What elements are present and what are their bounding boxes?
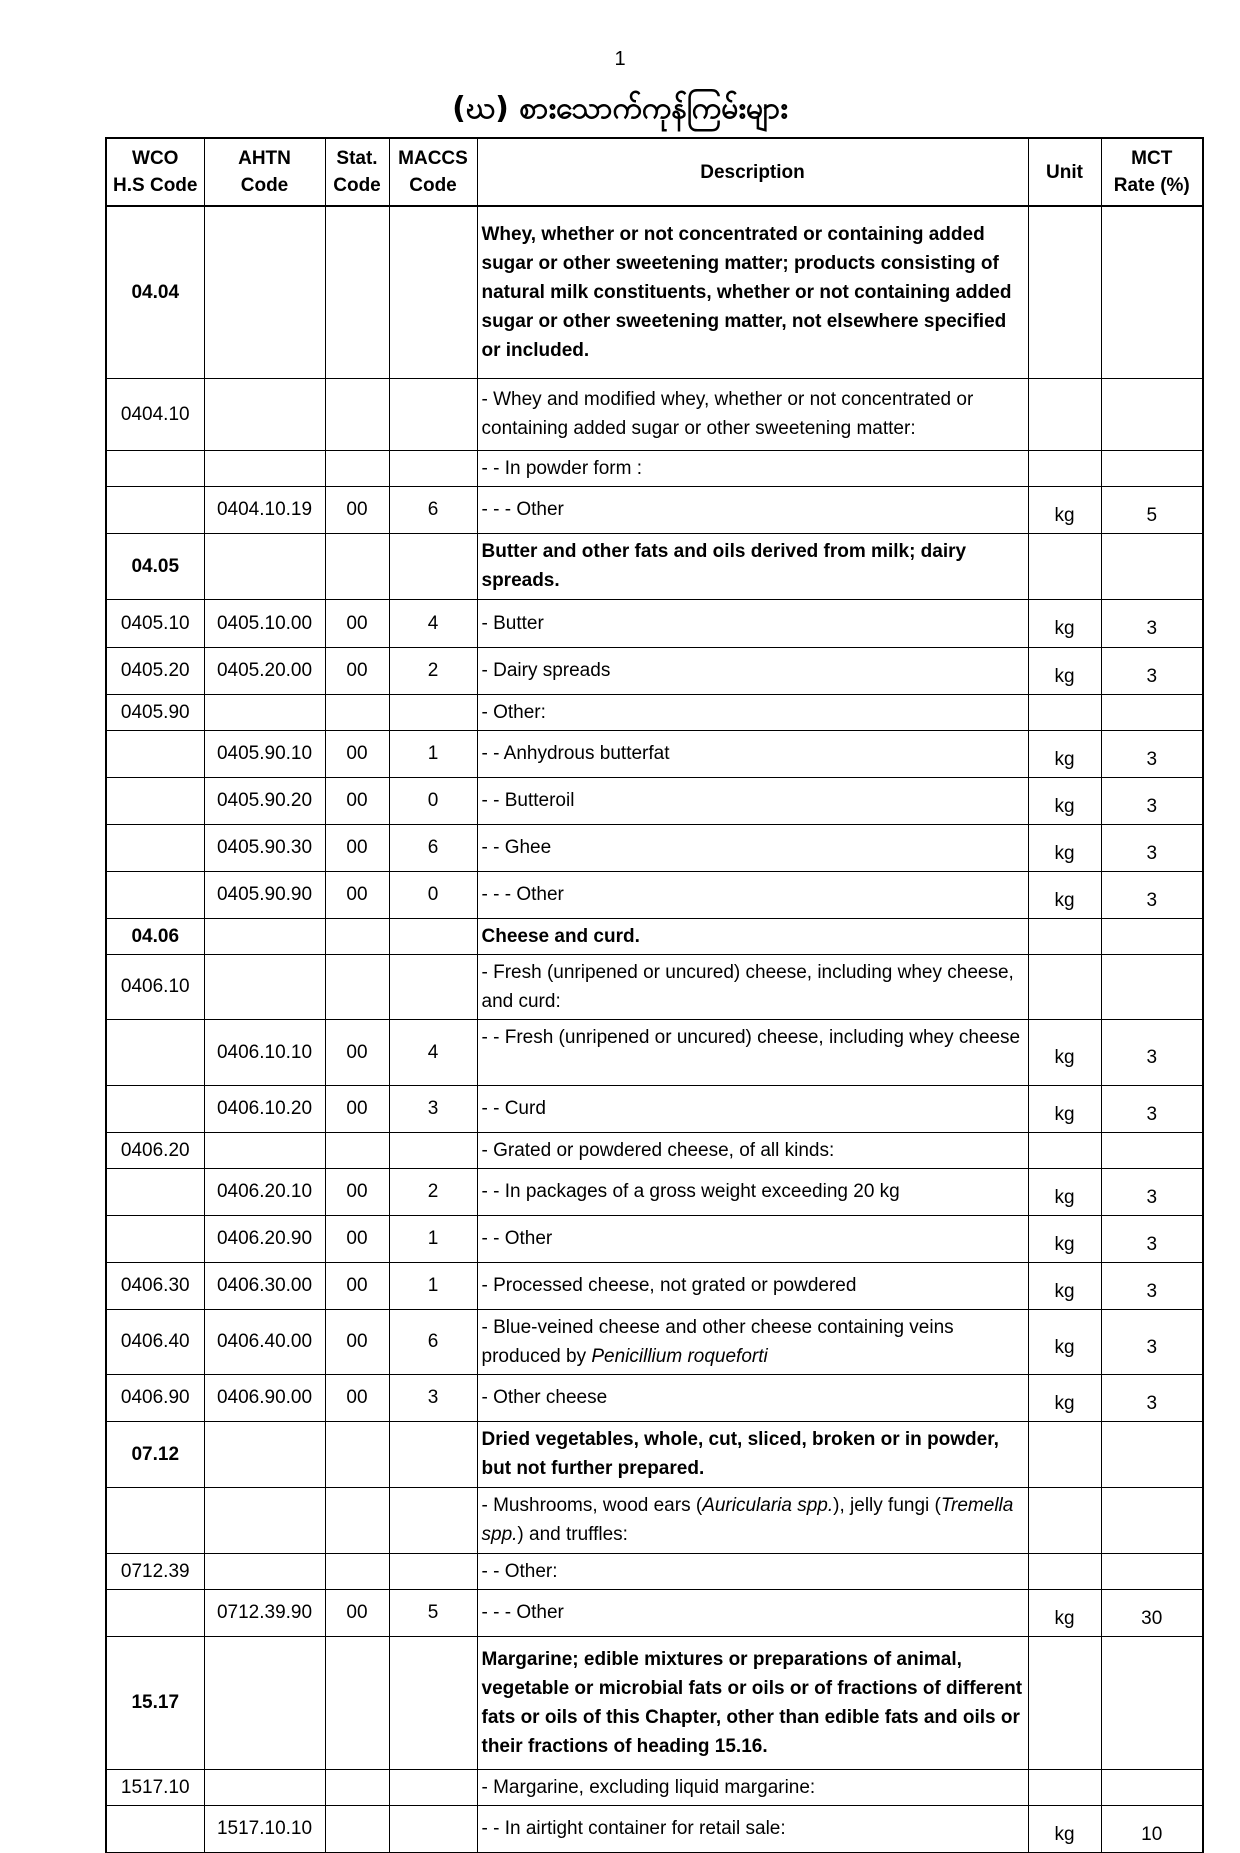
col-header-ahtn [204,138,325,206]
tariff-table [105,137,1204,1853]
cell-mct-rate: 3 [1101,1374,1203,1421]
cell-wco-code: 0405.20 [106,647,204,694]
cell-unit: kg [1028,871,1101,918]
description-text: - Processed cheese, not grated or powdered [481,1275,857,1296]
cell-stat-code [325,378,389,450]
cell-ahtn-code [204,1132,325,1168]
cell-maccs-code: 5 [389,1589,477,1636]
cell-description [477,1374,1028,1421]
cell-maccs-code [389,1132,477,1168]
table-row [106,1553,1203,1589]
cell-mct-rate: 10 [1101,1805,1203,1852]
cell-maccs-code [389,694,477,730]
cell-mct-rate [1101,954,1203,1019]
cell-description [477,1019,1028,1085]
col-header-ahtn-line2: Code [240,175,289,196]
cell-maccs-code: 1 [389,1215,477,1262]
cell-stat-code [325,1636,389,1769]
cell-description [477,378,1028,450]
cell-unit: kg [1028,486,1101,533]
description-text: - - - Other [481,1602,564,1623]
cell-mct-rate: 3 [1101,871,1203,918]
table-row [106,1085,1203,1132]
page-title: (ဃ) စားသောက်ကုန်ကြမ်းများ [452,91,788,126]
cell-mct-rate: 3 [1101,1168,1203,1215]
heading-row [106,206,1203,378]
cell-maccs-code: 0 [389,777,477,824]
cell-ahtn-code [204,533,325,599]
cell-maccs-code: 6 [389,486,477,533]
cell-unit: kg [1028,647,1101,694]
cell-wco-code [106,1168,204,1215]
col-header-stat-line2: Code [333,175,381,196]
table-row [106,871,1203,918]
cell-ahtn-code: 0405.90.30 [204,824,325,871]
cell-wco-code: 0405.10 [106,599,204,647]
col-header-stat-line1: Stat. [336,148,378,169]
cell-stat-code [325,1769,389,1805]
cell-stat-code [325,533,389,599]
cell-ahtn-code: 0405.10.00 [204,599,325,647]
cell-description [477,824,1028,871]
cell-ahtn-code [204,378,325,450]
cell-description [477,533,1028,599]
cell-stat-code: 00 [325,1019,389,1085]
cell-unit [1028,954,1101,1019]
description-text: - - Ghee [481,837,552,858]
cell-wco-code [106,730,204,777]
description-text: - Mushrooms, wood ears ( [481,1495,703,1516]
cell-stat-code [325,450,389,486]
cell-ahtn-code: 0406.20.10 [204,1168,325,1215]
cell-unit [1028,450,1101,486]
cell-mct-rate: 3 [1101,777,1203,824]
table-row [106,378,1203,450]
cell-description [477,1636,1028,1769]
cell-maccs-code [389,1636,477,1769]
cell-description [477,730,1028,777]
description-text: Butter and other fats and oils derived from milk; dairy spreads. [481,541,967,591]
cell-maccs-code: 2 [389,1168,477,1215]
col-header-maccs [389,138,477,206]
description-text: ), jelly fungi ( [833,1495,941,1516]
cell-mct-rate [1101,918,1203,954]
table-body [106,206,1203,1852]
cell-stat-code [325,954,389,1019]
cell-wco-code: 0406.20 [106,1132,204,1168]
cell-ahtn-code [204,1487,325,1553]
table-row [106,694,1203,730]
cell-mct-rate: 3 [1101,1215,1203,1262]
cell-stat-code: 00 [325,824,389,871]
table-row [106,450,1203,486]
cell-maccs-code: 1 [389,1262,477,1309]
cell-maccs-code: 3 [389,1374,477,1421]
cell-stat-code: 00 [325,777,389,824]
cell-ahtn-code: 1517.10.10 [204,1805,325,1852]
col-header-wco [106,138,204,206]
cell-mct-rate: 3 [1101,1262,1203,1309]
cell-ahtn-code [204,918,325,954]
description-text: - - In powder form : [481,457,642,479]
cell-unit: kg [1028,777,1101,824]
cell-maccs-code [389,378,477,450]
cell-wco-code: 15.17 [106,1636,204,1769]
cell-ahtn-code: 0405.90.90 [204,871,325,918]
cell-wco-code: 0406.30 [106,1262,204,1309]
description-text: - - In airtight container for retail sale: [481,1818,786,1839]
cell-stat-code: 00 [325,1085,389,1132]
description-text: ) and truffles: [517,1524,628,1545]
cell-description [477,1769,1028,1805]
description-text: - Butter [481,612,544,634]
table-row [106,730,1203,777]
cell-unit [1028,1769,1101,1805]
cell-wco-code: 04.05 [106,533,204,599]
cell-stat-code [325,1132,389,1168]
description-text: Whey, whether or not concentrated or containing added sugar or other sweetening matter; products consisting of natural milk constituents, whether or not containing added sugar or other sweetening matter, not elsewhere specified or included. [481,223,1012,361]
description-text: Cheese and curd. [481,925,640,947]
description-text: - - Fresh (unripened or uncured) cheese, including whey cheese [481,1026,1021,1048]
cell-ahtn-code: 0405.90.10 [204,730,325,777]
species-name: Penicillium roqueforti [591,1345,768,1367]
cell-ahtn-code [204,1553,325,1589]
page-number: 1 [614,48,626,70]
cell-wco-code [106,1085,204,1132]
table-row [106,1168,1203,1215]
cell-stat-code [325,1805,389,1852]
cell-mct-rate [1101,206,1203,378]
description-text: - - In packages of a gross weight exceeding 20 kg [481,1181,900,1202]
cell-stat-code: 00 [325,1215,389,1262]
cell-unit [1028,206,1101,378]
heading-row [106,533,1203,599]
cell-mct-rate [1101,533,1203,599]
cell-unit: kg [1028,1805,1101,1852]
cell-maccs-code [389,1769,477,1805]
cell-mct-rate [1101,694,1203,730]
cell-description [477,486,1028,533]
cell-wco-code: 0406.40 [106,1309,204,1374]
cell-wco-code: 04.04 [106,206,204,378]
cell-ahtn-code [204,1421,325,1487]
cell-unit: kg [1028,1085,1101,1132]
table-row [106,1019,1203,1085]
cell-description [477,1215,1028,1262]
cell-mct-rate [1101,1132,1203,1168]
cell-maccs-code: 4 [389,1019,477,1085]
cell-description [477,1309,1028,1374]
cell-mct-rate [1101,450,1203,486]
cell-mct-rate [1101,378,1203,450]
col-header-unit: Unit [1028,138,1101,206]
cell-stat-code: 00 [325,599,389,647]
cell-mct-rate: 3 [1101,1019,1203,1085]
cell-ahtn-code [204,954,325,1019]
cell-ahtn-code: 0405.20.00 [204,647,325,694]
cell-unit: kg [1028,1589,1101,1636]
cell-wco-code [106,1487,204,1553]
table-row [106,777,1203,824]
cell-description [477,1487,1028,1553]
cell-unit: kg [1028,824,1101,871]
col-header-mct [1101,138,1203,206]
description-text: - - - Other [481,499,564,520]
cell-ahtn-code: 0404.10.19 [204,486,325,533]
cell-maccs-code: 2 [389,647,477,694]
table-row [106,647,1203,694]
cell-mct-rate [1101,1636,1203,1769]
description-text: - - Other: [481,1560,558,1582]
col-header-wco-line2: H.S Code [113,175,198,196]
cell-ahtn-code [204,694,325,730]
cell-mct-rate [1101,1487,1203,1553]
cell-stat-code: 00 [325,486,389,533]
heading-row [106,1636,1203,1769]
cell-maccs-code [389,1421,477,1487]
cell-unit: kg [1028,1374,1101,1421]
cell-unit [1028,533,1101,599]
cell-unit [1028,1421,1101,1487]
cell-ahtn-code: 0406.30.00 [204,1262,325,1309]
cell-wco-code: 04.06 [106,918,204,954]
cell-wco-code [106,450,204,486]
cell-stat-code: 00 [325,1309,389,1374]
cell-maccs-code [389,533,477,599]
cell-maccs-code [389,1487,477,1553]
cell-description [477,450,1028,486]
cell-stat-code [325,206,389,378]
species-name: Tremella spp. [481,1495,1014,1545]
cell-unit [1028,1553,1101,1589]
description-text: - Whey and modified whey, whether or not concentrated or containing added sugar or other sweetening matter: [481,389,974,439]
cell-stat-code: 00 [325,1168,389,1215]
cell-stat-code: 00 [325,647,389,694]
cell-maccs-code [389,1805,477,1852]
cell-maccs-code: 4 [389,599,477,647]
cell-mct-rate: 3 [1101,1085,1203,1132]
cell-unit [1028,1636,1101,1769]
heading-row [106,918,1203,954]
cell-ahtn-code: 0406.40.00 [204,1309,325,1374]
cell-wco-code: 0404.10 [106,378,204,450]
cell-unit: kg [1028,599,1101,647]
cell-maccs-code: 6 [389,824,477,871]
cell-stat-code: 00 [325,1374,389,1421]
cell-unit: kg [1028,1309,1101,1374]
description-text: - - Anhydrous butterfat [481,743,670,764]
table-row [106,599,1203,647]
cell-wco-code [106,777,204,824]
cell-wco-code: 07.12 [106,1421,204,1487]
species-name: Auricularia spp. [702,1495,834,1516]
cell-mct-rate: 5 [1101,486,1203,533]
cell-stat-code: 00 [325,871,389,918]
cell-description [477,1132,1028,1168]
description-text: - - Other [481,1228,553,1249]
description-text: - Other cheese [481,1387,608,1408]
col-header-mct-line2: Rate (%) [1113,175,1190,196]
cell-description [477,1085,1028,1132]
cell-unit: kg [1028,730,1101,777]
description-text: - Margarine, excluding liquid margarine: [481,1776,816,1798]
col-header-description: Description [477,138,1028,206]
cell-maccs-code [389,954,477,1019]
cell-stat-code: 00 [325,730,389,777]
table-row [106,1132,1203,1168]
cell-maccs-code: 6 [389,1309,477,1374]
cell-unit [1028,694,1101,730]
cell-description [477,647,1028,694]
cell-maccs-code [389,450,477,486]
cell-unit: kg [1028,1262,1101,1309]
cell-stat-code [325,1553,389,1589]
description-text: - - Butteroil [481,790,575,811]
description-text: - Blue-veined cheese and other cheese containing veins produced by [481,1316,954,1367]
cell-wco-code: 0405.90 [106,694,204,730]
cell-description [477,1589,1028,1636]
table-row [106,1769,1203,1805]
cell-description [477,871,1028,918]
table-row [106,1374,1203,1421]
description-text: Margarine; edible mixtures or preparations of animal, vegetable or microbial fats or oils or of fractions of different fats or oils of this Chapter, other than edible fats and oils or their fractions of heading 15.16. [481,1648,1023,1757]
cell-description [477,1805,1028,1852]
cell-wco-code [106,1589,204,1636]
cell-wco-code: 0406.10 [106,954,204,1019]
cell-stat-code [325,1421,389,1487]
cell-ahtn-code: 0406.90.00 [204,1374,325,1421]
table-row [106,1805,1203,1852]
table-header-row [106,138,1203,206]
description-text: - Other: [481,701,546,723]
cell-stat-code [325,1487,389,1553]
cell-maccs-code: 1 [389,730,477,777]
cell-description [477,1553,1028,1589]
table-row [106,1487,1203,1553]
table-row [106,1215,1203,1262]
cell-maccs-code [389,918,477,954]
description-text: - - Curd [481,1098,546,1119]
cell-wco-code [106,871,204,918]
table-row [106,954,1203,1019]
description-text: - - - Other [481,884,564,905]
cell-description [477,206,1028,378]
cell-unit [1028,378,1101,450]
cell-mct-rate [1101,1421,1203,1487]
cell-stat-code: 00 [325,1262,389,1309]
table-row [106,1262,1203,1309]
cell-unit [1028,918,1101,954]
cell-stat-code [325,694,389,730]
col-header-mct-line1: MCT [1131,148,1173,169]
cell-description [477,599,1028,647]
cell-mct-rate: 3 [1101,730,1203,777]
cell-stat-code [325,918,389,954]
cell-maccs-code: 0 [389,871,477,918]
col-header-ahtn-line1: AHTN [238,148,291,169]
cell-wco-code [106,1805,204,1852]
description-text: - Fresh (unripened or uncured) cheese, including whey cheese, and curd: [481,961,1014,1012]
cell-mct-rate [1101,1553,1203,1589]
cell-ahtn-code: 0406.10.10 [204,1019,325,1085]
col-header-wco-line1: WCO [132,148,179,169]
cell-ahtn-code [204,206,325,378]
cell-ahtn-code: 0406.20.90 [204,1215,325,1262]
cell-ahtn-code: 0406.10.20 [204,1085,325,1132]
cell-description [477,918,1028,954]
cell-description [477,1421,1028,1487]
table-row [106,1589,1203,1636]
cell-ahtn-code [204,450,325,486]
cell-wco-code [106,1215,204,1262]
table-row [106,486,1203,533]
cell-description [477,1168,1028,1215]
col-header-stat [325,138,389,206]
cell-unit: kg [1028,1215,1101,1262]
description-text: Dried vegetables, whole, cut, sliced, broken or in powder, but not further prepared. [481,1429,999,1479]
table-row [106,1309,1203,1374]
cell-maccs-code: 3 [389,1085,477,1132]
cell-unit: kg [1028,1019,1101,1085]
cell-mct-rate: 30 [1101,1589,1203,1636]
cell-mct-rate: 3 [1101,1309,1203,1374]
cell-mct-rate [1101,1769,1203,1805]
cell-description [477,694,1028,730]
cell-stat-code: 00 [325,1589,389,1636]
cell-unit: kg [1028,1168,1101,1215]
cell-maccs-code [389,206,477,378]
description-text: - Grated or powdered cheese, of all kinds: [481,1139,835,1161]
col-header-maccs-line2: Code [409,175,457,196]
cell-maccs-code [389,1553,477,1589]
cell-mct-rate: 3 [1101,824,1203,871]
cell-unit [1028,1132,1101,1168]
cell-unit [1028,1487,1101,1553]
cell-wco-code: 0406.90 [106,1374,204,1421]
cell-description [477,954,1028,1019]
description-text: - Dairy spreads [481,660,611,681]
cell-wco-code [106,486,204,533]
cell-wco-code: 0712.39 [106,1553,204,1589]
cell-wco-code [106,1019,204,1085]
cell-wco-code: 1517.10 [106,1769,204,1805]
cell-wco-code [106,824,204,871]
cell-mct-rate: 3 [1101,647,1203,694]
cell-ahtn-code: 0712.39.90 [204,1589,325,1636]
cell-description [477,1262,1028,1309]
cell-mct-rate: 3 [1101,599,1203,647]
cell-ahtn-code [204,1636,325,1769]
col-header-maccs-line1: MACCS [398,148,468,169]
cell-ahtn-code [204,1769,325,1805]
heading-row [106,1421,1203,1487]
cell-description [477,777,1028,824]
cell-ahtn-code: 0405.90.20 [204,777,325,824]
table-row [106,824,1203,871]
